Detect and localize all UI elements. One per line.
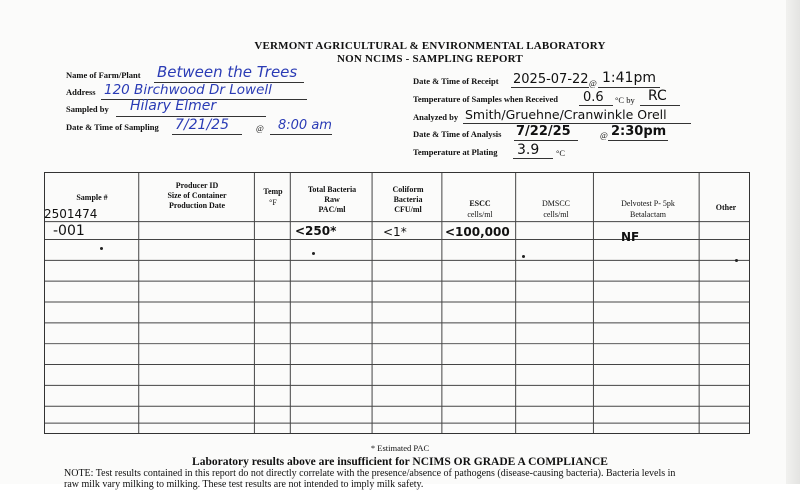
plating-unit: °C — [556, 148, 566, 158]
sampled-by-value: Hilary Elmer — [130, 98, 217, 114]
note-line-2: raw milk vary milking to milking. These test results are not intended to imply milk safety. — [64, 479, 424, 490]
temp-received-by-line — [640, 105, 680, 106]
header-total-bacteria: Total Bacteria — [307, 185, 357, 194]
header-coliform: Coliform — [392, 185, 424, 194]
sampling-time-line — [270, 134, 332, 135]
lab-title: VERMONT AGRICULTURAL & ENVIRONMENTAL LABORATORY — [254, 40, 606, 52]
plating-line — [513, 158, 553, 159]
sample-number: -001 — [53, 223, 85, 239]
analysis-time-line — [608, 140, 668, 141]
sampling-date: 7/21/25 — [175, 117, 229, 133]
coliform-value: <1* — [383, 225, 407, 239]
compliance-warning: Laboratory results above are insufficient for NCIMS OR GRADE A COMPLIANCE — [192, 456, 608, 468]
header-dmscc-unit: cells/ml — [543, 210, 569, 219]
receipt-date-line — [511, 87, 589, 88]
address-value: 120 Birchwood Dr Lowell — [104, 82, 272, 98]
temp-received-label: Temperature of Samples when Received — [413, 94, 558, 104]
header-temp: Temp — [263, 187, 283, 196]
ink-dot — [735, 259, 738, 262]
header-escc-unit: cells/ml — [467, 210, 493, 219]
delvotest-value: NF — [621, 230, 640, 244]
header-other: Other — [715, 203, 737, 212]
report-title: NON NCIMS - SAMPLING REPORT — [337, 53, 523, 65]
header-delvotest-betalactam: Betalactam — [630, 210, 666, 219]
header-coliform-bacteria: Bacteria — [393, 195, 423, 204]
plating-value: 3.9 — [517, 142, 540, 158]
header-coliform-unit: CFU/ml — [394, 205, 422, 214]
temp-received-by: RC — [648, 88, 667, 104]
receipt-label: Date & Time of Receipt — [413, 76, 499, 86]
header-delvotest: Delvotest P- 5pk — [621, 199, 675, 208]
sample-number-top: 2501474 — [44, 207, 98, 221]
header-total-bacteria-unit: PAC/ml — [318, 205, 346, 214]
header-producer-id: Producer ID — [175, 181, 219, 190]
analyzed-by-label: Analyzed by — [413, 112, 459, 122]
header-escc: ESCC — [469, 199, 491, 208]
farm-label: Name of Farm/Plant — [66, 70, 141, 80]
scan-edge — [786, 0, 800, 484]
results-table — [44, 172, 750, 434]
sampling-time: 8:00 am — [278, 118, 332, 133]
header-production-date: Production Date — [168, 201, 226, 210]
ink-dot — [522, 255, 525, 258]
receipt-time: 1:41pm — [602, 70, 656, 86]
temp-received-unit: °C by — [615, 95, 635, 105]
header-total-bacteria-raw: Raw — [324, 195, 340, 204]
header-temp-unit: °F — [269, 198, 277, 207]
sampling-at: @ — [256, 123, 264, 133]
address-label: Address — [66, 87, 96, 97]
header-container-size: Size of Container — [167, 191, 227, 200]
sampled-by-label: Sampled by — [66, 104, 109, 114]
sampling-label: Date & Time of Sampling — [66, 122, 159, 132]
analyzed-by-value: Smith/Gruehne/Cranwinkle Orell — [465, 107, 667, 122]
sampling-date-line — [172, 134, 242, 135]
analysis-date-line — [514, 140, 578, 141]
note-line-1: NOTE: Test results contained in this report do not directly correlate with the presence/absence of pathogens (disease-causing bacteria). Bacteria levels in — [64, 468, 676, 479]
plating-label: Temperature at Plating — [413, 147, 498, 157]
estimated-pac-note: * Estimated PAC — [370, 443, 430, 453]
temp-received-value: 0.6 — [583, 90, 604, 105]
ink-dot — [100, 247, 103, 250]
header-sample: Sample # — [76, 193, 108, 202]
analysis-at: @ — [600, 130, 608, 140]
receipt-at: @ — [589, 78, 597, 88]
farm-value: Between the Trees — [157, 63, 298, 81]
receipt-date: 2025-07-22 — [513, 72, 589, 87]
analysis-date: 7/22/25 — [516, 124, 571, 139]
analysis-time: 2:30pm — [611, 124, 667, 139]
total-bacteria-value: <250* — [295, 224, 337, 238]
ink-dot — [312, 252, 315, 255]
temp-received-line — [579, 105, 613, 106]
header-dmscc: DMSCC — [541, 199, 570, 208]
escc-value: <100,000 — [445, 225, 510, 239]
analysis-label: Date & Time of Analysis — [413, 129, 502, 139]
